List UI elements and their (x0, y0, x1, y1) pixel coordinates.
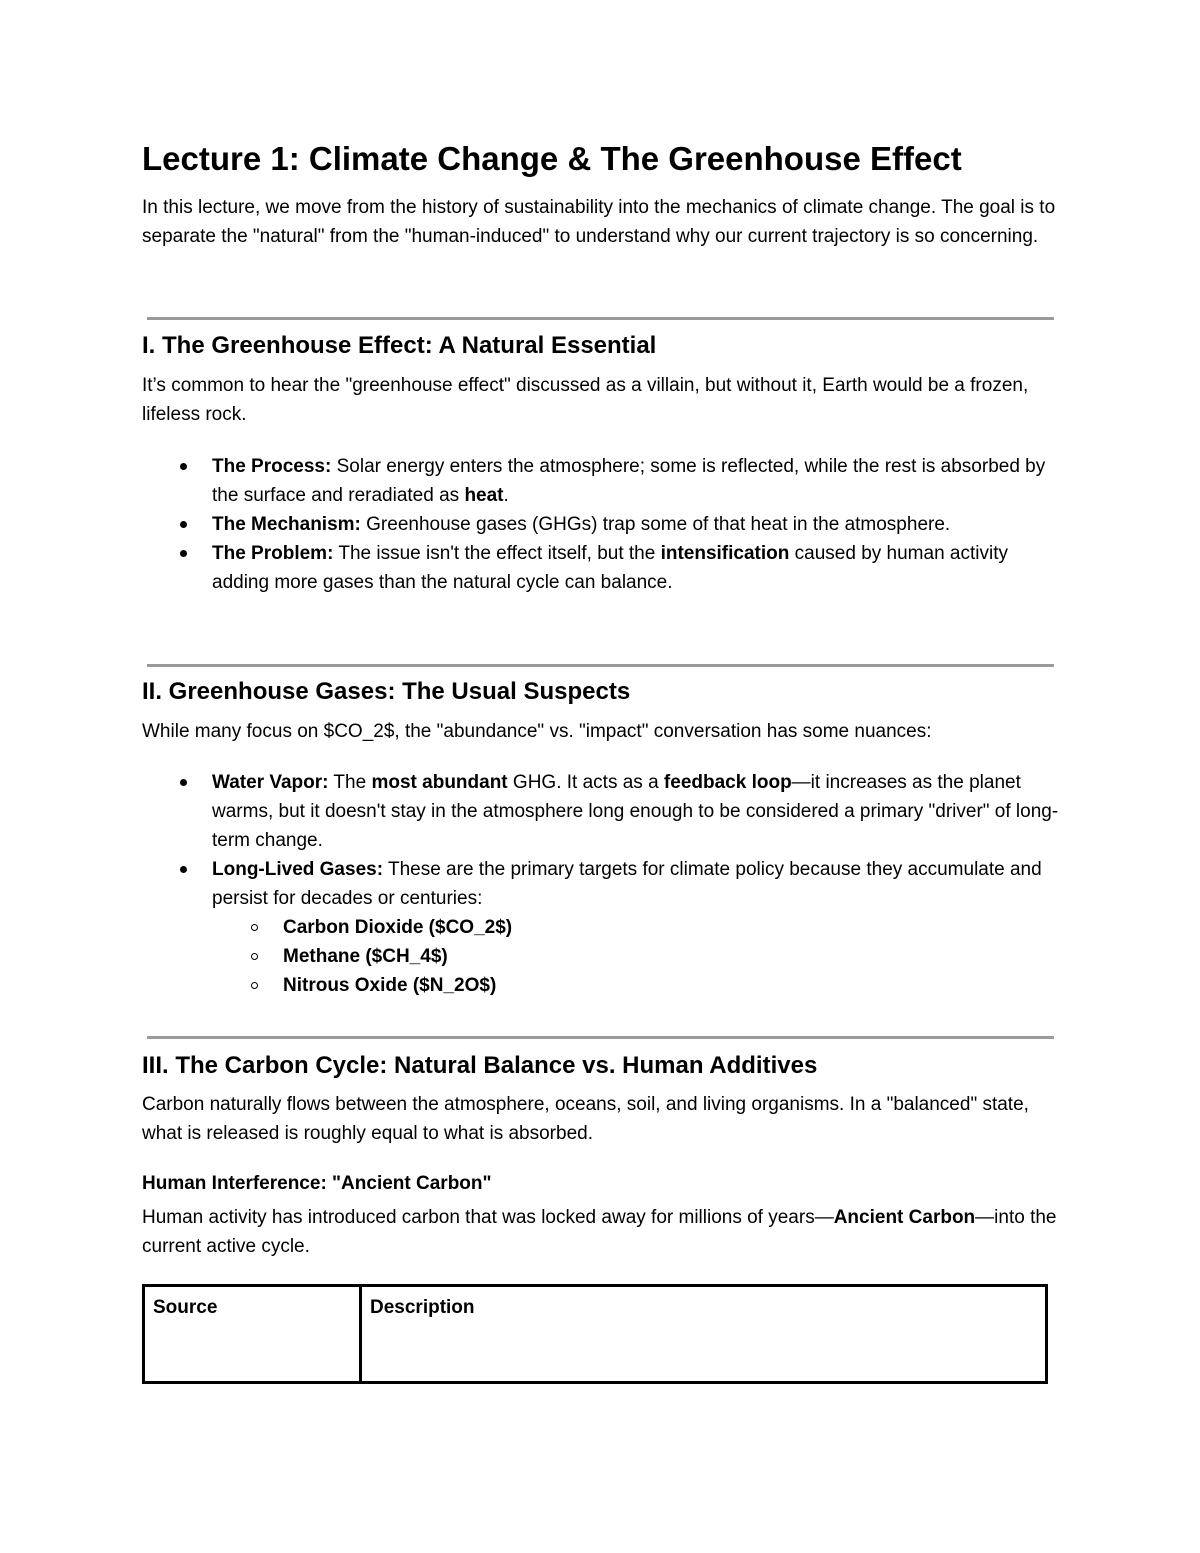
bullet-label: The Mechanism: (212, 514, 361, 535)
sublist-item: Carbon Dioxide ($CO_2$) (142, 913, 1062, 942)
carbon-source-table (142, 1284, 1048, 1384)
table-row (144, 1286, 1047, 1383)
sub-text: —into the current active cycle. (142, 1207, 1057, 1257)
bullet-text: Greenhouse gases (GHGs) trap some of that heat in the atmosphere. (360, 514, 951, 535)
list-item (142, 452, 1062, 510)
intro-paragraph: In this lecture, we move from the history of sustainability into the mechanics of climate change. The goal is to separate the "natural" from the "human-induced" to understand why our current trajectory is so concerning. (142, 197, 1056, 247)
table-header-description: Description (361, 1286, 1047, 1383)
section-3-heading: III. The Carbon Cycle: Natural Balance vs. Human Additives (142, 1052, 818, 1079)
list-item (142, 855, 1062, 1000)
section-3-subparagraph (142, 1203, 1062, 1261)
sublist-item: Nitrous Oxide ($N_2O$) (142, 971, 1062, 1000)
list-item (142, 539, 1062, 597)
bullet-label: The Problem: (212, 543, 334, 564)
bullet-text: The issue isn't the effect itself, but the (333, 543, 661, 564)
list-item (142, 768, 1062, 855)
section-1-list (142, 452, 1062, 597)
bullet-text: caused by human activity adding more gases than the natural cycle can balance. (212, 543, 1008, 593)
bullet-bold: most abundant (371, 772, 508, 793)
sublist-item: Methane ($CH_4$) (142, 942, 1062, 971)
list-item (142, 510, 1062, 539)
bullet-bold: feedback loop (663, 772, 792, 793)
bullet-text: —it increases as the planet warms, but it doesn't stay in the atmosphere long enough to be considered a primary "driver" of long-term change. (212, 772, 1059, 851)
section-1-heading: I. The Greenhouse Effect: A Natural Essential (142, 332, 657, 359)
sub-text: Human activity has introduced carbon that was locked away for millions of years— (142, 1207, 834, 1228)
bullet-text: Solar energy enters the atmosphere; some is reflected, while the rest is absorbed by the surface and reradiated as (212, 456, 1046, 506)
document-title: Lecture 1: Climate Change & The Greenhouse Effect (142, 140, 962, 177)
table-header-source: Source (144, 1286, 361, 1383)
bullet-label: The Process: (212, 456, 332, 477)
bullet-text: These are the primary targets for climate policy because they accumulate and persist for decades or centuries: (212, 859, 1042, 909)
section-1-paragraph: It’s common to hear the "greenhouse effect" discussed as a villain, but without it, Earth would be a frozen, lifeless rock. (142, 375, 1029, 425)
bullet-bold: intensification (660, 543, 790, 564)
bullet-label: Long-Lived Gases: (212, 859, 384, 880)
bullet-bold: heat (464, 485, 504, 506)
section-2-list (142, 768, 1062, 1000)
gas-sublist (142, 913, 1062, 1000)
section-2-heading: II. Greenhouse Gases: The Usual Suspects (142, 678, 631, 705)
sub-bold: Ancient Carbon (833, 1207, 976, 1228)
section-3-subheading: Human Interference: "Ancient Carbon" (142, 1173, 492, 1194)
section-3-paragraph: Carbon naturally flows between the atmosphere, oceans, soil, and living organisms. In a "balanced" state, what is released is roughly equal to what is absorbed. (142, 1094, 1029, 1144)
bullet-text: The (328, 772, 372, 793)
section-divider (147, 664, 1054, 667)
section-2-paragraph: While many focus on $CO_2$, the "abundance" vs. "impact" conversation has some nuances: (142, 721, 932, 742)
bullet-text: . (503, 485, 509, 506)
section-divider (147, 317, 1054, 320)
bullet-text: GHG. It acts as a (507, 772, 664, 793)
bullet-label: Water Vapor: (212, 772, 329, 793)
section-divider (147, 1036, 1054, 1039)
